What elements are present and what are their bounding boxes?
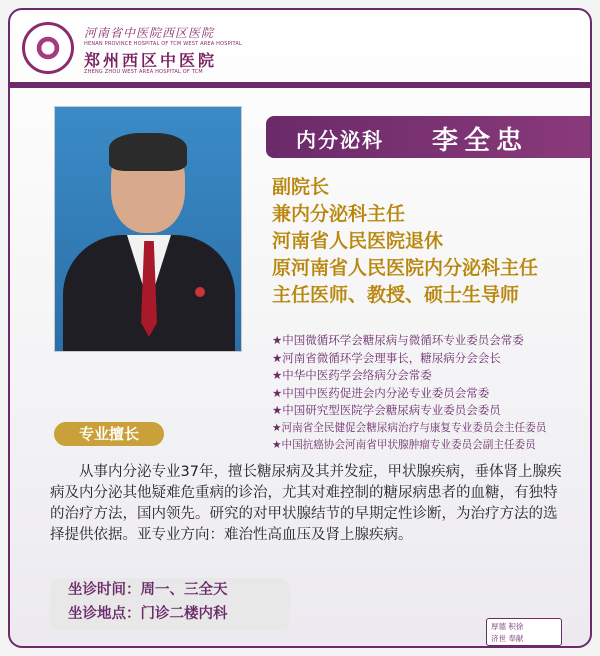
header-divider [10,82,590,88]
title-line: 副院长 [272,176,330,198]
role-item: ★河南省全民健促会糖尿病治疗与康复专业委员会主任委员 [272,421,547,434]
doctor-titles [272,174,592,309]
hospital-name-cn-main: 郑州西区中医院 [84,51,218,70]
department-label: 内分泌科 [296,128,384,152]
title-line: 主任医师、教授、硕士生导师 [272,284,520,306]
photo-hair [109,133,187,171]
role-item: ★中国抗癌协会河南省甲状腺肿瘤专业委员会副主任委员 [272,439,536,451]
profile-card [8,8,592,648]
visit-time: 坐诊时间：周一、三全天 [68,582,228,598]
visit-place: 坐诊地点：门诊二楼内科 [68,606,228,622]
logo-emblem-icon [33,33,63,63]
hospital-name-cn-top: 河南省中医院西区医院 [84,26,215,40]
doctor-name: 李全忠 [432,126,529,156]
hospital-logo [22,22,74,74]
stamp-line: 厚德 积徐 [491,622,524,631]
role-item: ★中国微循环学会糖尿病与微循环专业委员会常委 [272,333,524,347]
role-item: ★中华中医药学会络病分会常委 [272,368,432,382]
title-line: 河南省人民医院退休 [272,230,444,252]
role-item: ★中国中医药促进会内分泌专业委员会常委 [272,385,490,400]
hospital-header [22,20,322,80]
title-line: 兼内分泌科主任 [272,203,406,225]
role-item: ★中国研究型医院学会糖尿病专业委员会委员 [272,403,501,417]
role-item: ★河南省微循环学会理事长，糖尿病分会会长 [272,350,501,365]
stamp-line: 济世 奉献 [491,634,524,643]
motto-stamp [486,618,562,646]
visit-info [50,578,290,630]
photo-lapel-badge [195,287,205,297]
doctor-photo [54,106,242,352]
hospital-name-en-top: HENAN PROVINCE HOSPITAL OF TCM WEST AREA HOSPITAL [84,41,243,47]
professional-roles [272,332,592,455]
expertise-label: 专业擅长 [54,422,164,446]
expertise-description: 从事内分泌专业37年，擅长糖尿病及其并发症，甲状腺疾病，垂体肾上腺疾病及内分泌其他疑难危重病的诊治，尤其对难控制的糖尿病患者的血糖，有独特的治疗方法，国内领先。研究的对甲状腺结节的早期定性诊断，为治疗方法的选择提供依据。亚专业方向：难治性高血压及肾上腺疾病。 [50,464,562,543]
hospital-name-en-main: ZHENG ZHOU WEST AREA HOSPITAL OF TCM [84,69,203,75]
doctor-title-bar [266,116,592,158]
title-line: 原河南省人民医院内分泌科主任 [272,257,539,279]
